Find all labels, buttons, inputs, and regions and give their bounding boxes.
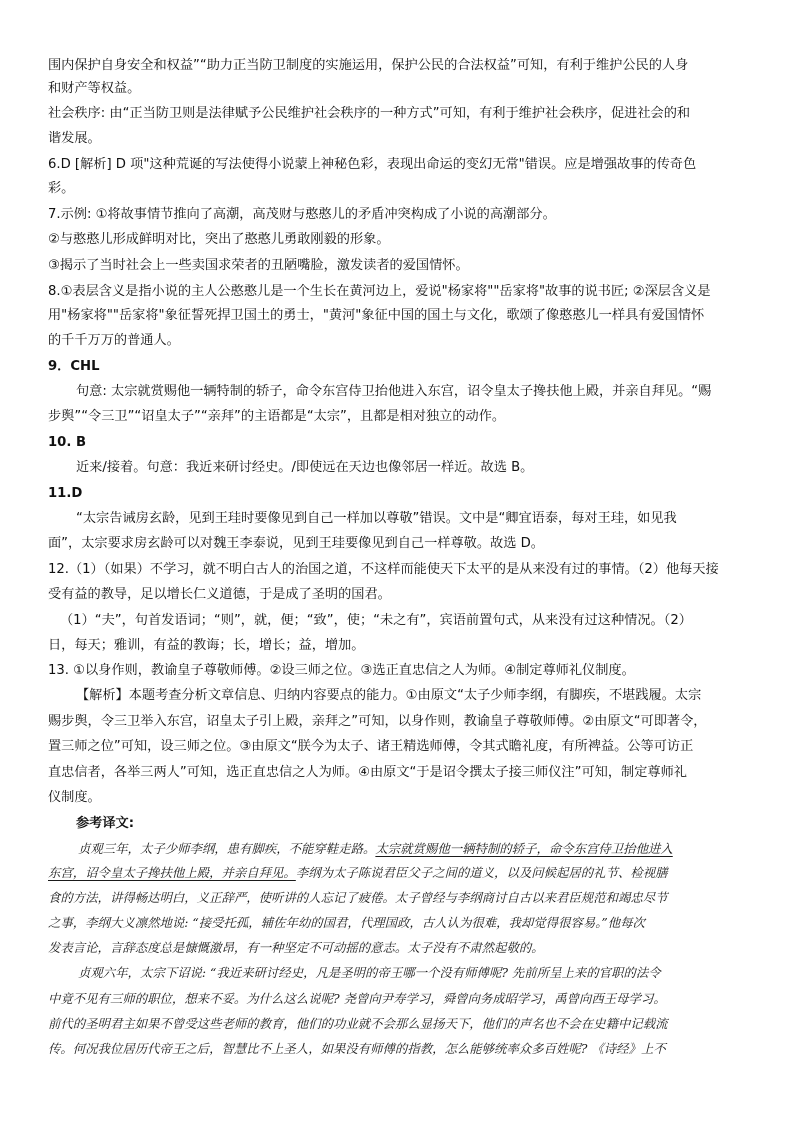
- text-line: ③揭示了当时社会上一些卖国求荣者的丑陋嘴脸，激发读者的爱国情怀。: [48, 258, 469, 273]
- text-line: 直忠信者，各举三两人”可知，选正直忠信之人为师。④由原文“于是诏令撰太子接三师仪注”可知，制定尊师礼: [48, 765, 687, 780]
- answer-11: 11.D: [48, 486, 83, 501]
- answer-7: 7.示例: ①将故事情节推向了高潮，高茂财与憨憨儿的矛盾冲突构成了小说的高潮部分。: [48, 207, 556, 222]
- text-line: 围内保护自身安全和权益”“助力正当防卫制度的实施运用，保护公民的合法权益”可知，有利于维护公民的人身: [48, 58, 689, 73]
- translation-line: 传。何况我位居历代帝王之后，智慧比不上圣人，如果没有师傅的指教，怎么能够统率众多百姓呢? 《诗经》上不: [48, 1041, 666, 1056]
- text-line: “太宗告诫房玄龄，见到王珪时要像见到自己一样加以尊敬”错误。文中是“卿宜语泰，每对王珪，如见我: [76, 511, 677, 526]
- translation-line: 发表言论，言辞态度总是慷慨激昂，有一种坚定不可动摇的意志。太子没有不肃然起敬的。: [48, 940, 544, 955]
- answer-6: 6.D [解析] D 项"这种荒诞的写法使得小说蒙上神秘色彩，表现出命运的变幻无常"错误。应是增强故事的传奇色: [48, 157, 697, 172]
- text-line: 面”，太宗要求房玄龄可以对魏王李泰说，见到王珪要像见到自己一样尊敬。故选 D。: [48, 536, 544, 551]
- text-line: 仪制度。: [48, 790, 101, 805]
- text-line: 的千千万万的普通人。: [48, 333, 180, 348]
- translation-line: 前代的圣明君主如果不曾受这些老师的教育，他们的功业就不会那么显扬天下，他们的声名也不会在史籍中记载流: [48, 1016, 668, 1031]
- translation-line: 中竟不见有三师的职位，想来不妥。为什么这么说呢? 尧曾向尹寿学习，舜曾向务成昭学习，禹曾向西王母学习。: [48, 991, 666, 1006]
- underlined-translation: 太宗就赏赐他一辆特制的轿子，命令东宫侍卫抬他进入: [375, 841, 673, 856]
- text-line: （1）“夫”，句首发语词；“则”，就，便；“致”，使；“未之有”，宾语前置句式，从来没有过这种情况。（2）: [60, 613, 692, 628]
- text-line: 近来/接着。句意：我近来研讨经史。/即使远在天边也像邻居一样近。故选 B。: [76, 460, 534, 475]
- text-line: 和财产等权益。: [48, 81, 141, 96]
- text-line: ②与憨憨儿形成鲜明对比，突出了憨憨儿勇敢刚毅的形象。: [48, 232, 390, 247]
- answer-10: 10. B: [48, 435, 87, 450]
- translation-text: 李纲为太子陈说君臣父子之间的道义，以及问候起居的礼节、检视膳: [295, 865, 668, 880]
- answer-13: 13. ①以身作则，教谕皇子尊敬师傅。②设三师之位。③选正直忠信之人为师。④制定尊师礼仪制度。: [48, 663, 635, 678]
- text-line: 社会秩序: 由“正当防卫则是法律赋予公民维护社会秩序的一种方式”可知，有利于维护社会秩序，促进社会的和: [48, 106, 691, 121]
- translation-heading: 参考译文:: [76, 816, 135, 831]
- answer-8: 8.①表层含义是指小说的主人公憨憨儿是一个生长在黄河边上，爱说"杨家将""岳家将"故事的说书匠; ②深层含义是: [48, 284, 711, 299]
- underlined-translation: 东宫，诏令皇太子搀扶他上殿，并亲自拜见。: [48, 865, 296, 880]
- translation-line: 贞观六年，太宗下诏说: “我近来研讨经史，凡是圣明的帝王哪一个没有师傅呢? 先前所呈上来的官职的法令: [78, 965, 661, 980]
- text-line: 受有益的教导，足以增长仁义道德，于是成了圣明的国君。: [48, 587, 391, 602]
- translation-line: 食的方法，讲得畅达明白，义正辞严，使听讲的人忘记了疲倦。太子曾经与李纲商讨自古以来君臣规范和竭忠尽节: [48, 890, 668, 905]
- analysis-line: 【解析】本题考查分析文章信息、归纳内容要点的能力。①由原文“太子少师李纲，有脚疾，不堪践履。太宗: [76, 688, 702, 703]
- text-line: 赐步舆，令三卫举入东宫，诏皇太子引上殿，亲拜之”可知，以身作则，教谕皇子尊敬师傅。②由原文“可即著令，: [48, 714, 707, 729]
- text-line: 日，每天；雅训，有益的教诲；长，增长；益，增加。: [48, 638, 365, 653]
- translation-line: 之事，李纲大义凛然地说: “接受托孤，辅佐年幼的国君，代理国政，古人认为很难，我却觉得很容易。”他每次: [48, 915, 645, 930]
- text-line: 彩。: [48, 181, 75, 196]
- translation-line: [48, 864, 768, 882]
- answer-12: 12.（1）（如果）不学习，就不明白古人的治国之道，不这样而能使天下太平的是从来没有过的事情。（2）他每天接: [48, 562, 719, 577]
- text-line: 用"杨家将""岳家将"象征誓死捍卫国土的勇士，"黄河"象征中国的国土与文化，歌颂了像憨憨儿一样具有爱国情怀: [48, 308, 705, 323]
- translation-line: [78, 840, 768, 858]
- translation-text: 贞观三年，太子少师李纲，患有脚疾，不能穿鞋走路。: [78, 841, 376, 856]
- text-line: 谐发展。: [48, 131, 101, 146]
- text-line: 置三师之位”可知，设三师之位。③由原文“朕今为太子、诸王精选师傅，令其式瞻礼度，有所裨益。公等可访正: [48, 739, 694, 754]
- text-line: 步舆”“令三卫”“诏皇太子”“亲拜”的主语都是“太宗”，且都是相对独立的动作。: [48, 409, 506, 424]
- answer-9: 9．CHL: [48, 359, 100, 374]
- text-line: 句意: 太宗就赏赐他一辆特制的轿子，命令东宫侍卫抬他进入东宫，诏令皇太子搀扶他上殿，并亲自拜见。“赐: [76, 384, 712, 399]
